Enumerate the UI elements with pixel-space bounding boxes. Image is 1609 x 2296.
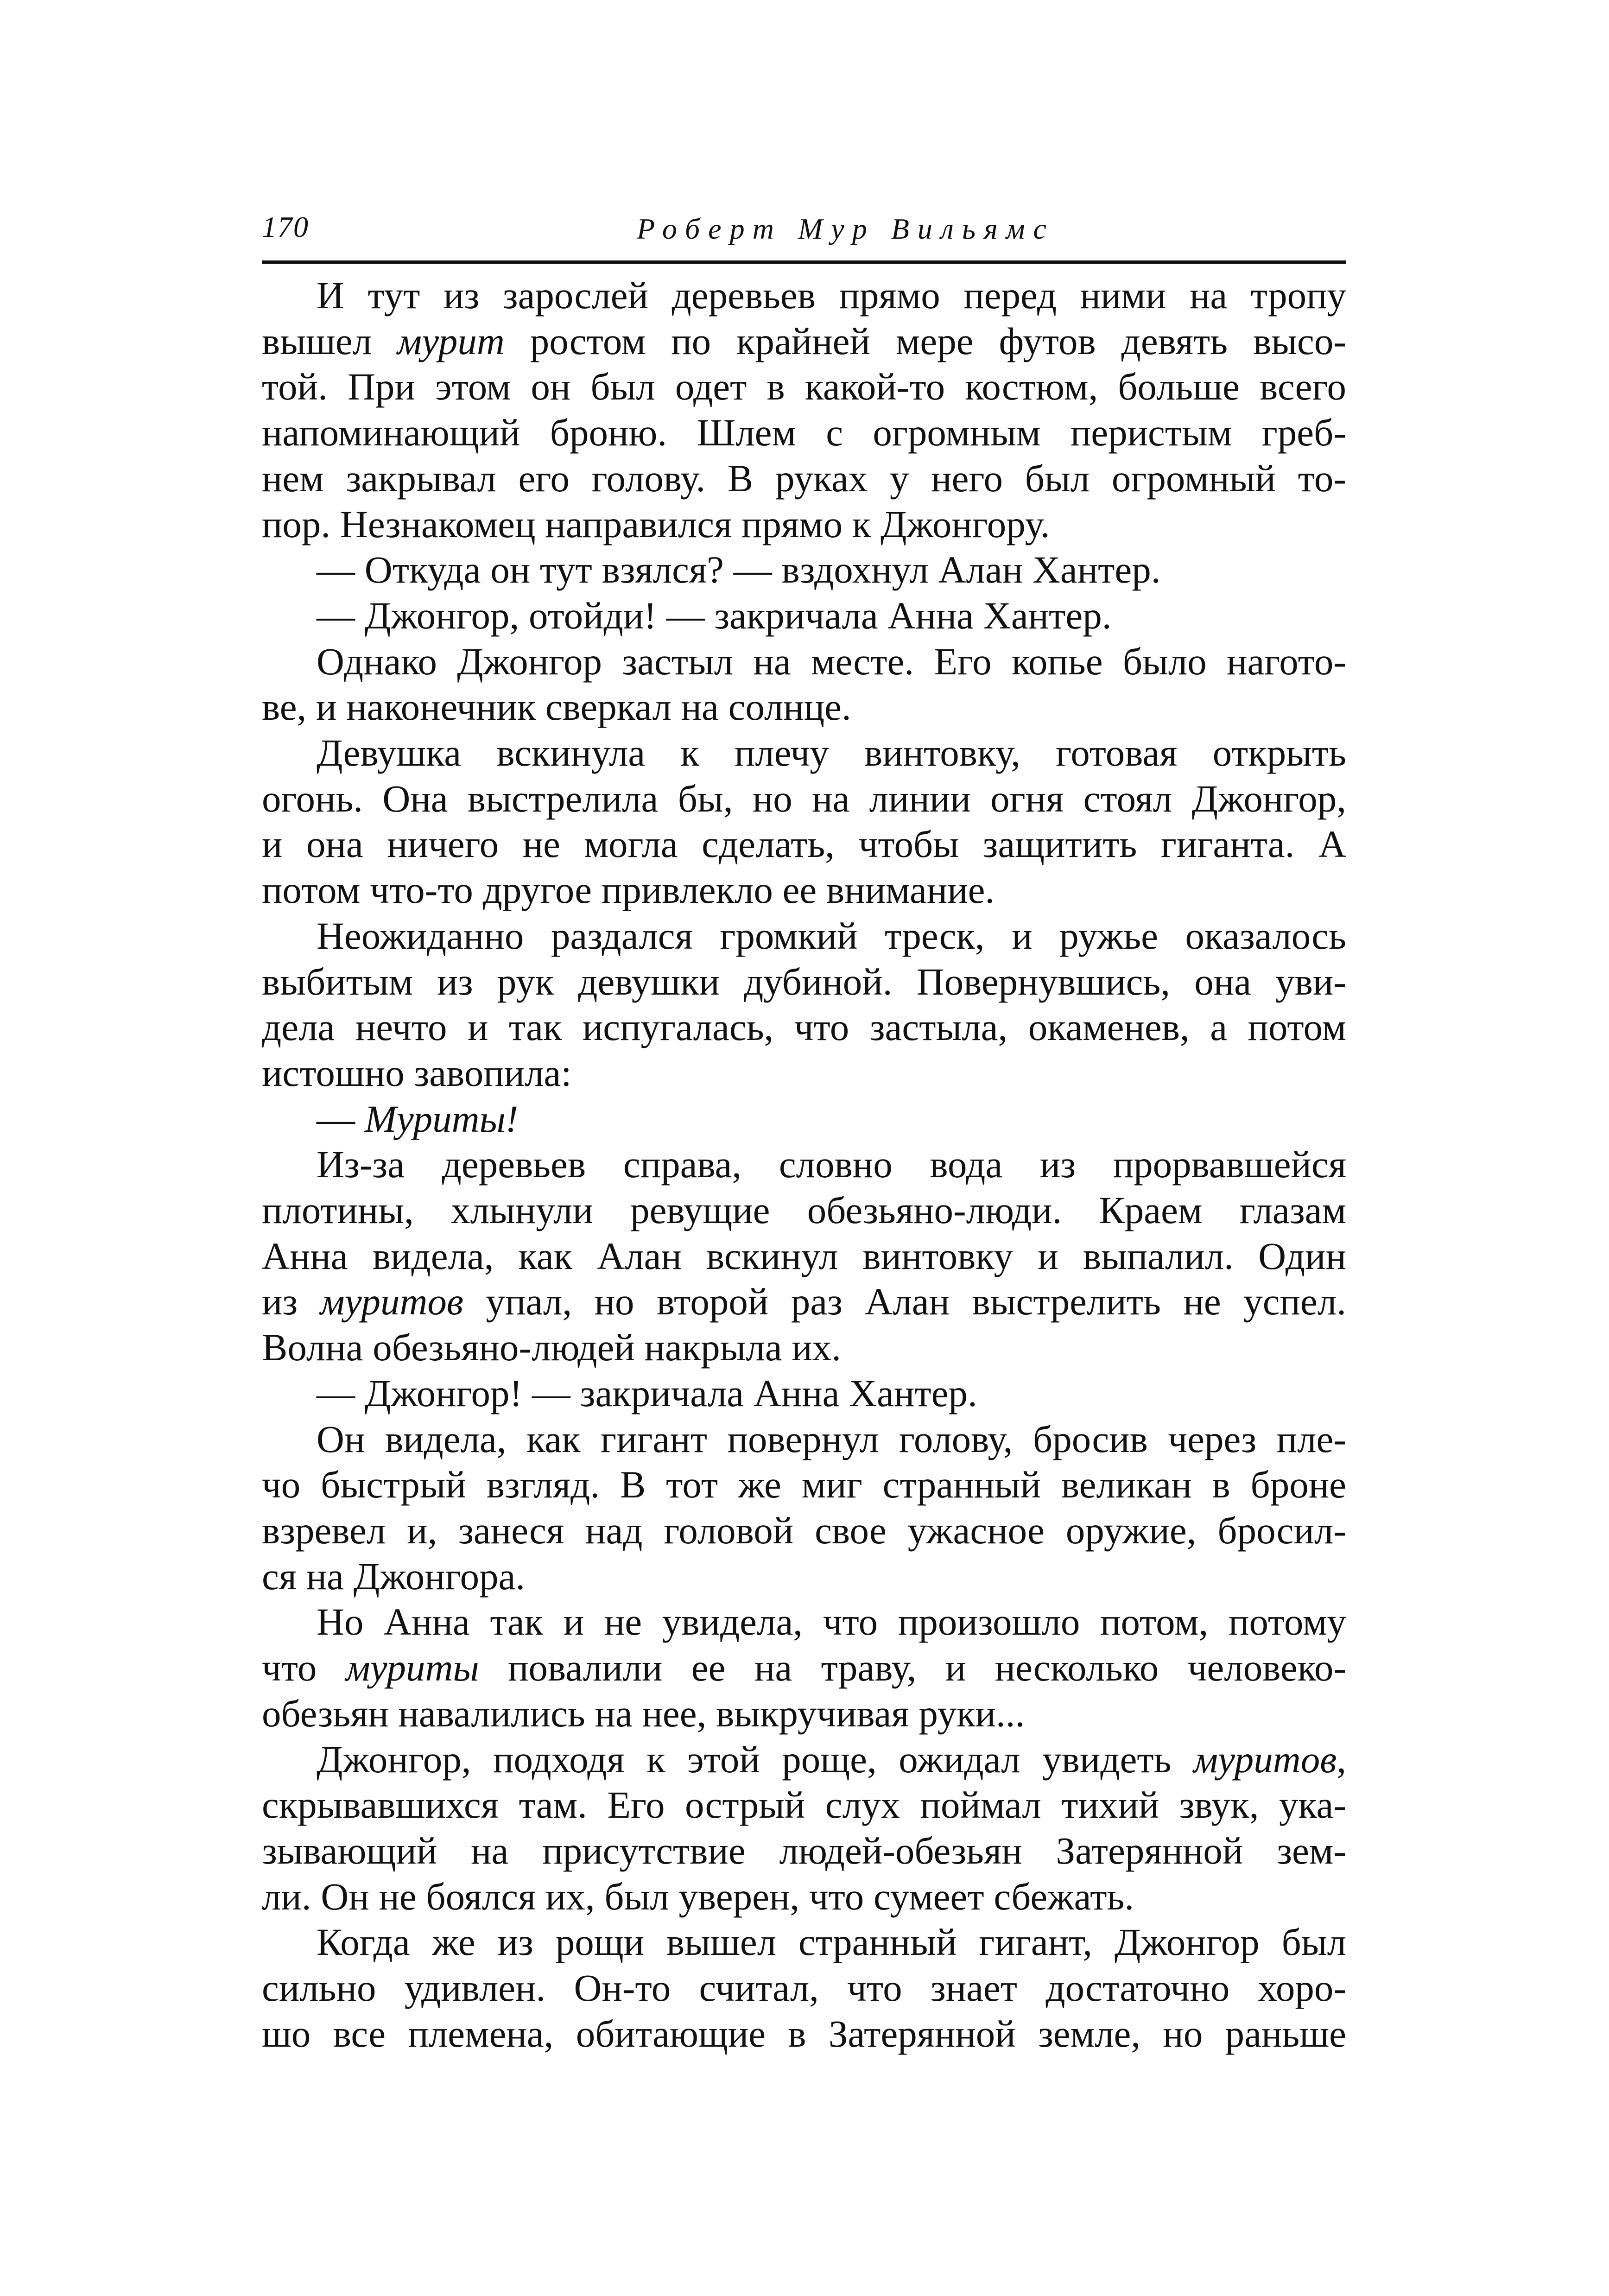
paragraph bbox=[262, 547, 1346, 593]
text-line: Неожиданно раздался громкий треск, и ружье оказалось bbox=[317, 914, 1346, 957]
text-line: ве, и наконечник сверкал на солнце. bbox=[262, 685, 851, 729]
page-number: 170 bbox=[262, 210, 309, 243]
text-line: той. При этом он был одет в какой-то костюм, больше всего bbox=[262, 365, 1346, 408]
text-line: Анна видела, как Алан вскинул винтовку и выпалил. Один bbox=[262, 1234, 1346, 1277]
text-line: плотины, хлынули ревущие обезьяно-люди. Краем глазам bbox=[262, 1189, 1346, 1232]
text-line: из муритов упал, но второй раз Алан выстрелить не успел. bbox=[262, 1280, 1346, 1323]
body-text bbox=[262, 273, 1346, 2056]
text-line: Волна обезьяно-людей накрыла их. bbox=[262, 1326, 842, 1369]
paragraph bbox=[262, 593, 1346, 639]
text-line: — Откуда он тут взялся? — вздохнул Алан Хантер. bbox=[317, 548, 1161, 591]
text-line: зывающий на присутствие людей-обезьян Затерянной зем- bbox=[262, 1829, 1346, 1872]
text-line: — Джонгор, отойди! — закричала Анна Хантер. bbox=[317, 594, 1112, 637]
text-line: нем закрывал его голову. В руках у него был огромный то- bbox=[262, 457, 1346, 500]
text-line: Когда же из рощи вышел странный гигант, Джонгор был bbox=[317, 1921, 1346, 1964]
text-line: И тут из зарослей деревьев прямо перед ними на тропу bbox=[317, 274, 1346, 317]
text-line: — Джонгор! — закричала Анна Хантер. bbox=[317, 1371, 977, 1414]
paragraph bbox=[262, 1599, 1346, 1736]
text-line: Джонгор, подходя к этой роще, ожидал увидеть муритов, bbox=[317, 1738, 1346, 1781]
text-line: шо все племена, обитающие в Затерянной земле, но раньше bbox=[262, 2012, 1346, 2055]
text-line: Из-за деревьев справа, словно вода из прорвавшейся bbox=[317, 1143, 1346, 1186]
paragraph bbox=[262, 639, 1346, 730]
paragraph bbox=[262, 273, 1346, 547]
text-line: Однако Джонгор застыл на месте. Его копье было нагото- bbox=[317, 640, 1346, 683]
text-line: истошно завопила: bbox=[262, 1051, 572, 1094]
text-line: дела нечто и так испугалась, что застыла, окаменев, а потом bbox=[262, 1006, 1346, 1049]
text-line: пор. Незнакомец направился прямо к Джонгору. bbox=[262, 502, 1050, 545]
text-line: потом что-то другое привлекло ее внимание. bbox=[262, 869, 995, 912]
text-line: вышел мурит ростом по крайней мере футов девять высо- bbox=[262, 319, 1346, 362]
paragraph bbox=[262, 1142, 1346, 1370]
header-rule bbox=[262, 260, 1346, 264]
paragraph bbox=[262, 1416, 1346, 1599]
paragraph bbox=[262, 1096, 1346, 1142]
text-line: чо быстрый взгляд. В тот же миг странный великан в броне bbox=[262, 1463, 1346, 1506]
text-line: Но Анна так и не увидела, что произошло потом, потому bbox=[317, 1600, 1346, 1643]
text-line: напоминающий броню. Шлем с огромным перистым греб- bbox=[262, 411, 1346, 454]
text-line: Девушка вскинула к плечу винтовку, готовая открыть bbox=[317, 731, 1346, 774]
paragraph bbox=[262, 1370, 1346, 1416]
text-line: обезьян навалились на нее, выкручивая руки... bbox=[262, 1692, 1025, 1735]
running-title: Роберт Мур Вильямс bbox=[637, 212, 1055, 245]
text-line: взревел и, занеся над головой свое ужасное оружие, бросил- bbox=[262, 1509, 1346, 1552]
text-line: ли. Он не боялся их, был уверен, что сумеет сбежать. bbox=[262, 1875, 1134, 1918]
paragraph bbox=[262, 730, 1346, 913]
text-line: огонь. Она выстрелила бы, но на линии огня стоял Джонгор, bbox=[262, 777, 1346, 820]
paragraph bbox=[262, 913, 1346, 1096]
text-line: что муриты повалили ее на траву, и несколько человеко- bbox=[262, 1646, 1347, 1689]
text-line: и она ничего не могла сделать, чтобы защитить гиганта. А bbox=[262, 823, 1346, 866]
text-line: сильно удивлен. Он-то считал, что знает достаточно хоро- bbox=[262, 1966, 1346, 2010]
text-line: — Муриты! bbox=[317, 1097, 519, 1140]
page-header bbox=[262, 199, 1346, 264]
text-line: выбитым из рук девушки дубиной. Повернувшись, она уви- bbox=[262, 960, 1346, 1003]
paragraph bbox=[262, 1737, 1346, 1920]
text-line: скрывавшихся там. Его острый слух поймал тихий звук, ука- bbox=[262, 1783, 1346, 1827]
text-line: ся на Джонгора. bbox=[262, 1554, 526, 1598]
text-line: Он видела, как гигант повернул голову, бросив через пле- bbox=[317, 1417, 1346, 1460]
paragraph bbox=[262, 1919, 1346, 2056]
